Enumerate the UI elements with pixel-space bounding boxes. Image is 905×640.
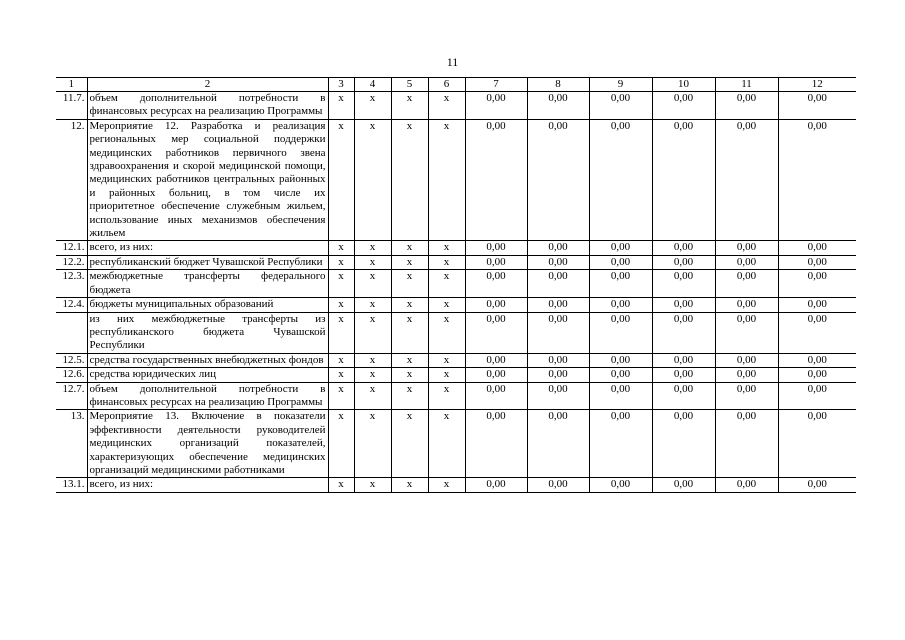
value-cell: 0,00 [527, 298, 589, 312]
table-row [56, 92, 856, 120]
value-cell: 0,00 [652, 270, 715, 298]
value-cell: 0,00 [589, 270, 652, 298]
value-cell: 0,00 [715, 119, 778, 241]
row-number: 12.7. [56, 382, 87, 410]
x-mark: x [428, 255, 465, 269]
x-mark: x [328, 353, 354, 367]
row-name: всего, из них: [87, 241, 328, 255]
value-cell: 0,00 [652, 255, 715, 269]
value-cell: 0,00 [715, 92, 778, 120]
table-row [56, 353, 856, 367]
value-cell: 0,00 [652, 119, 715, 241]
value-cell: 0,00 [527, 241, 589, 255]
value-cell: 0,00 [778, 270, 856, 298]
row-number: 12.3. [56, 270, 87, 298]
row-number: 13.1. [56, 478, 87, 492]
value-cell: 0,00 [715, 255, 778, 269]
x-mark: x [428, 298, 465, 312]
row-number: 11.7. [56, 92, 87, 120]
x-mark: x [328, 382, 354, 410]
value-cell: 0,00 [589, 410, 652, 478]
x-mark: x [391, 478, 428, 492]
table-row [56, 410, 856, 478]
row-name: всего, из них: [87, 478, 328, 492]
value-cell: 0,00 [778, 382, 856, 410]
column-header-row [56, 78, 856, 92]
x-mark: x [428, 270, 465, 298]
row-name: объем дополнительной потребности в финансовых ресурсах на реализацию Программы [87, 92, 328, 120]
value-cell: 0,00 [589, 368, 652, 382]
value-cell: 0,00 [652, 312, 715, 353]
value-cell: 0,00 [715, 241, 778, 255]
table-row [56, 368, 856, 382]
value-cell: 0,00 [715, 270, 778, 298]
column-header: 10 [652, 78, 715, 92]
x-mark: x [328, 410, 354, 478]
value-cell: 0,00 [527, 478, 589, 492]
row-number: 12.2. [56, 255, 87, 269]
x-mark: x [354, 382, 391, 410]
x-mark: x [328, 92, 354, 120]
x-mark: x [354, 312, 391, 353]
x-mark: x [391, 255, 428, 269]
x-mark: x [428, 368, 465, 382]
value-cell: 0,00 [589, 241, 652, 255]
value-cell: 0,00 [527, 255, 589, 269]
table-row [56, 119, 856, 241]
value-cell: 0,00 [465, 410, 527, 478]
value-cell: 0,00 [527, 382, 589, 410]
value-cell: 0,00 [527, 368, 589, 382]
value-cell: 0,00 [778, 353, 856, 367]
x-mark: x [391, 298, 428, 312]
row-number [56, 312, 87, 353]
value-cell: 0,00 [589, 255, 652, 269]
table-row [56, 478, 856, 492]
value-cell: 0,00 [778, 312, 856, 353]
value-cell: 0,00 [465, 478, 527, 492]
row-name: межбюджетные трансферты федерального бюджета [87, 270, 328, 298]
x-mark: x [391, 241, 428, 255]
value-cell: 0,00 [652, 298, 715, 312]
column-header: 4 [354, 78, 391, 92]
value-cell: 0,00 [652, 241, 715, 255]
value-cell: 0,00 [527, 119, 589, 241]
x-mark: x [428, 382, 465, 410]
x-mark: x [391, 92, 428, 120]
x-mark: x [428, 410, 465, 478]
x-mark: x [391, 119, 428, 241]
value-cell: 0,00 [465, 368, 527, 382]
row-name: объем дополнительной потребности в финансовых ресурсах на реализацию Программы [87, 382, 328, 410]
table-row [56, 270, 856, 298]
table-row [56, 312, 856, 353]
x-mark: x [354, 353, 391, 367]
row-name: из них межбюджетные трансферты из республиканского бюджета Чувашской Республики [87, 312, 328, 353]
value-cell: 0,00 [652, 368, 715, 382]
x-mark: x [391, 368, 428, 382]
table-row [56, 241, 856, 255]
value-cell: 0,00 [715, 382, 778, 410]
row-number: 13. [56, 410, 87, 478]
value-cell: 0,00 [465, 119, 527, 241]
row-number: 12.1. [56, 241, 87, 255]
value-cell: 0,00 [715, 353, 778, 367]
x-mark: x [328, 119, 354, 241]
value-cell: 0,00 [778, 298, 856, 312]
x-mark: x [354, 241, 391, 255]
value-cell: 0,00 [589, 92, 652, 120]
table-row [56, 382, 856, 410]
value-cell: 0,00 [589, 382, 652, 410]
x-mark: x [428, 119, 465, 241]
row-name: Мероприятие 13. Включение в показатели эффективности деятельности руководителей медицинских организаций показателей, характеризующих обеспечение медицинских организаций медицинскими работниками [87, 410, 328, 478]
value-cell: 0,00 [715, 478, 778, 492]
value-cell: 0,00 [589, 298, 652, 312]
value-cell: 0,00 [715, 312, 778, 353]
column-header: 8 [527, 78, 589, 92]
row-number: 12.6. [56, 368, 87, 382]
x-mark: x [354, 478, 391, 492]
x-mark: x [328, 298, 354, 312]
x-mark: x [391, 270, 428, 298]
column-header: 6 [428, 78, 465, 92]
x-mark: x [391, 382, 428, 410]
value-cell: 0,00 [527, 312, 589, 353]
value-cell: 0,00 [652, 92, 715, 120]
x-mark: x [428, 92, 465, 120]
value-cell: 0,00 [465, 241, 527, 255]
x-mark: x [328, 478, 354, 492]
x-mark: x [391, 410, 428, 478]
value-cell: 0,00 [465, 298, 527, 312]
value-cell: 0,00 [465, 312, 527, 353]
row-number: 12.5. [56, 353, 87, 367]
table-row [56, 298, 856, 312]
page-number: 11 [446, 55, 459, 69]
row-name: бюджеты муниципальных образований [87, 298, 328, 312]
column-header: 1 [56, 78, 87, 92]
row-number: 12.4. [56, 298, 87, 312]
column-header: 12 [778, 78, 856, 92]
budget-table [56, 77, 856, 493]
x-mark: x [328, 368, 354, 382]
value-cell: 0,00 [778, 478, 856, 492]
x-mark: x [391, 312, 428, 353]
value-cell: 0,00 [778, 92, 856, 120]
value-cell: 0,00 [715, 368, 778, 382]
value-cell: 0,00 [589, 353, 652, 367]
value-cell: 0,00 [778, 255, 856, 269]
x-mark: x [428, 312, 465, 353]
value-cell: 0,00 [527, 410, 589, 478]
x-mark: x [354, 298, 391, 312]
column-header: 2 [87, 78, 328, 92]
column-header: 9 [589, 78, 652, 92]
value-cell: 0,00 [589, 312, 652, 353]
value-cell: 0,00 [652, 353, 715, 367]
x-mark: x [354, 92, 391, 120]
column-header: 7 [465, 78, 527, 92]
value-cell: 0,00 [778, 410, 856, 478]
column-header: 11 [715, 78, 778, 92]
x-mark: x [391, 353, 428, 367]
row-name: средства государственных внебюджетных фондов [87, 353, 328, 367]
x-mark: x [354, 119, 391, 241]
value-cell: 0,00 [465, 270, 527, 298]
table-row [56, 255, 856, 269]
value-cell: 0,00 [465, 353, 527, 367]
x-mark: x [428, 353, 465, 367]
row-name: республиканский бюджет Чувашской Республики [87, 255, 328, 269]
x-mark: x [354, 410, 391, 478]
row-name: Мероприятие 12. Разработка и реализация региональных мер социальной поддержки медицинских работников первичного звена здравоохранения и скорой медицинской помощи, медицинских работников центральных районных и районных больниц, в том числе их приоритетное обеспечение служебным жильем, использование иных механизмов обеспечения жильем [87, 119, 328, 241]
x-mark: x [428, 478, 465, 492]
value-cell: 0,00 [527, 270, 589, 298]
value-cell: 0,00 [652, 478, 715, 492]
value-cell: 0,00 [465, 382, 527, 410]
x-mark: x [328, 312, 354, 353]
value-cell: 0,00 [778, 241, 856, 255]
value-cell: 0,00 [778, 119, 856, 241]
column-header: 3 [328, 78, 354, 92]
value-cell: 0,00 [589, 119, 652, 241]
value-cell: 0,00 [465, 255, 527, 269]
value-cell: 0,00 [527, 92, 589, 120]
x-mark: x [428, 241, 465, 255]
x-mark: x [354, 255, 391, 269]
value-cell: 0,00 [527, 353, 589, 367]
value-cell: 0,00 [465, 92, 527, 120]
x-mark: x [354, 368, 391, 382]
row-name: средства юридических лиц [87, 368, 328, 382]
row-number: 12. [56, 119, 87, 241]
value-cell: 0,00 [778, 368, 856, 382]
x-mark: x [354, 270, 391, 298]
value-cell: 0,00 [589, 478, 652, 492]
value-cell: 0,00 [715, 298, 778, 312]
x-mark: x [328, 255, 354, 269]
table-body [56, 92, 856, 493]
value-cell: 0,00 [715, 410, 778, 478]
x-mark: x [328, 241, 354, 255]
column-header: 5 [391, 78, 428, 92]
value-cell: 0,00 [652, 410, 715, 478]
value-cell: 0,00 [652, 382, 715, 410]
x-mark: x [328, 270, 354, 298]
